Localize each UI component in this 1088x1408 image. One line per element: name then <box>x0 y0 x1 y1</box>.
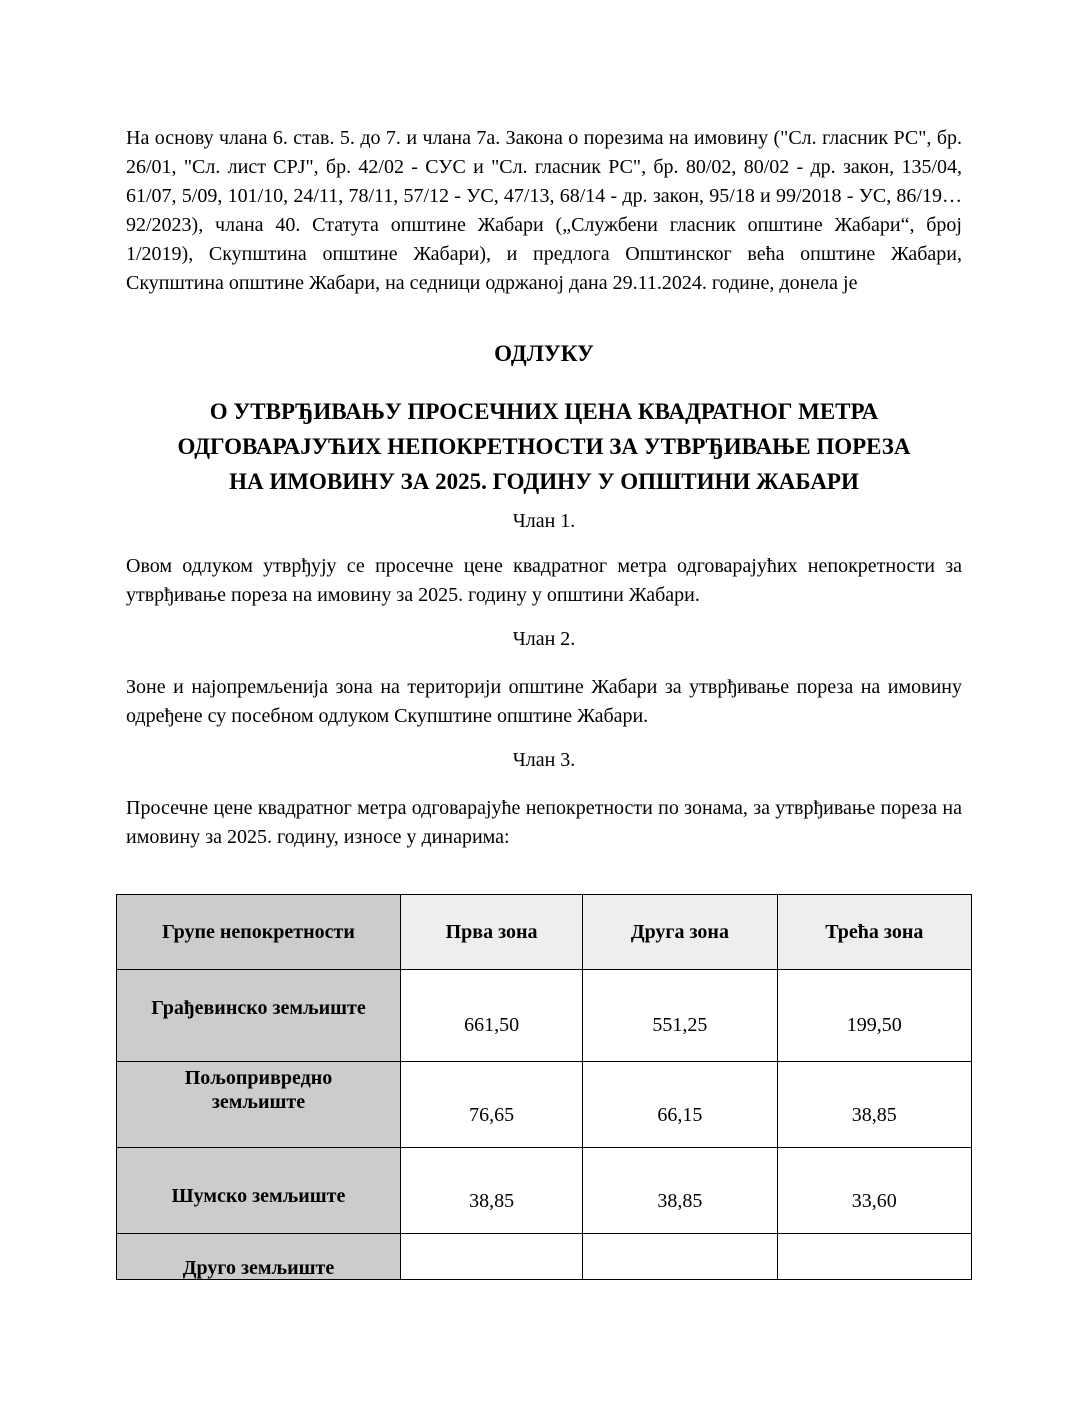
article-1-heading: Члан 1. <box>512 510 576 532</box>
price-table <box>116 894 972 1280</box>
article-2-text: Зоне и најопремљенија зона на територији општине Жабари за утврђивање пореза на имовину одређене су посебном одлуком Скупштине општине Жабари. <box>126 676 962 727</box>
row-label-cell <box>117 1062 401 1148</box>
header-zone-3: Трећа зона <box>777 895 971 970</box>
value-cell: 38,85 <box>777 1062 971 1148</box>
table-row <box>117 1234 972 1280</box>
row-label: Шумско земљиште <box>171 1185 346 1207</box>
value-cell: 661,50 <box>401 970 583 1062</box>
value-cell <box>401 1234 583 1280</box>
table-header-row <box>117 895 972 970</box>
value-cell: 33,60 <box>777 1148 971 1234</box>
row-label-cell <box>117 1234 401 1280</box>
value-cell: 38,85 <box>401 1148 583 1234</box>
value-cell: 199,50 <box>777 970 971 1062</box>
row-label-cell <box>117 1148 401 1234</box>
value-cell: 551,25 <box>583 970 777 1062</box>
decision-title: ОДЛУКУ <box>494 341 594 366</box>
value-cell: 38,85 <box>583 1148 777 1234</box>
row-label-cell <box>117 970 401 1062</box>
intro-paragraph: На основу члана 6. став. 5. до 7. и члана 7а. Закона о порезима на имовину ("Сл. гласник РС", бр. 26/01, "Сл. лист СРЈ", бр. 42/02 - СУС и "Сл. гласник РС", бр. 80/02, 80/02 - др. закон, 135/04, 61/07, 5/09, 101/10, 24/11, 78/11, 57/12 - УС, 47/13, 68/14 - др. закон, 95/18 и 99/2018 - УС, 86/19…92/2023), члана 40. Статута општине Жабари („Службени гласник општине Жабари“, број 1/2019), Скупштина општине Жабари), и предлога Општинског већа општине Жабари, Скупштина општине Жабари, на седници одржаној дана 29.11.2024. године, донела је <box>126 127 962 294</box>
table-row <box>117 1062 972 1148</box>
subtitle-line-3: НА ИМОВИНУ ЗА 2025. ГОДИНУ У ОПШТИНИ ЖАБАРИ <box>229 469 859 494</box>
subtitle-line-1: О УТВРЂИВАЊУ ПРОСЕЧНИХ ЦЕНА КВАДРАТНОГ МЕТРА <box>209 399 879 424</box>
header-property-groups: Групе непокретности <box>117 895 401 970</box>
table-row <box>117 970 972 1062</box>
subtitle-line-2: ОДГОВАРАЈУЋИХ НЕПОКРЕТНОСТИ ЗА УТВРЂИВАЊЕ ПОРЕЗА <box>177 434 911 459</box>
header-zone-1: Прва зона <box>401 895 583 970</box>
decision-subtitle <box>0 394 1088 499</box>
article-3-heading: Члан 3. <box>512 749 576 771</box>
table-row <box>117 1148 972 1234</box>
article-1-text: Овом одлуком утврђују се просечне цене квадратног метра одговарајућих непокретности за утврђивање пореза на имовину за 2025. годину у општини Жабари. <box>126 555 962 606</box>
article-3-text: Просечне цене квадратног метра одговарајуће непокретности по зонама, за утврђивање пореза на имовину за 2025. годину, износе у динарима: <box>126 797 962 848</box>
value-cell <box>777 1234 971 1280</box>
article-2-heading: Члан 2. <box>512 628 576 650</box>
row-label: Друго земљиште <box>182 1257 335 1279</box>
value-cell: 76,65 <box>401 1062 583 1148</box>
row-label: Грађевинско земљиште <box>151 997 366 1019</box>
value-cell <box>583 1234 777 1280</box>
value-cell: 66,15 <box>583 1062 777 1148</box>
header-zone-2: Друга зона <box>583 895 777 970</box>
row-label: Пољопривредно земљиште <box>184 1067 333 1113</box>
